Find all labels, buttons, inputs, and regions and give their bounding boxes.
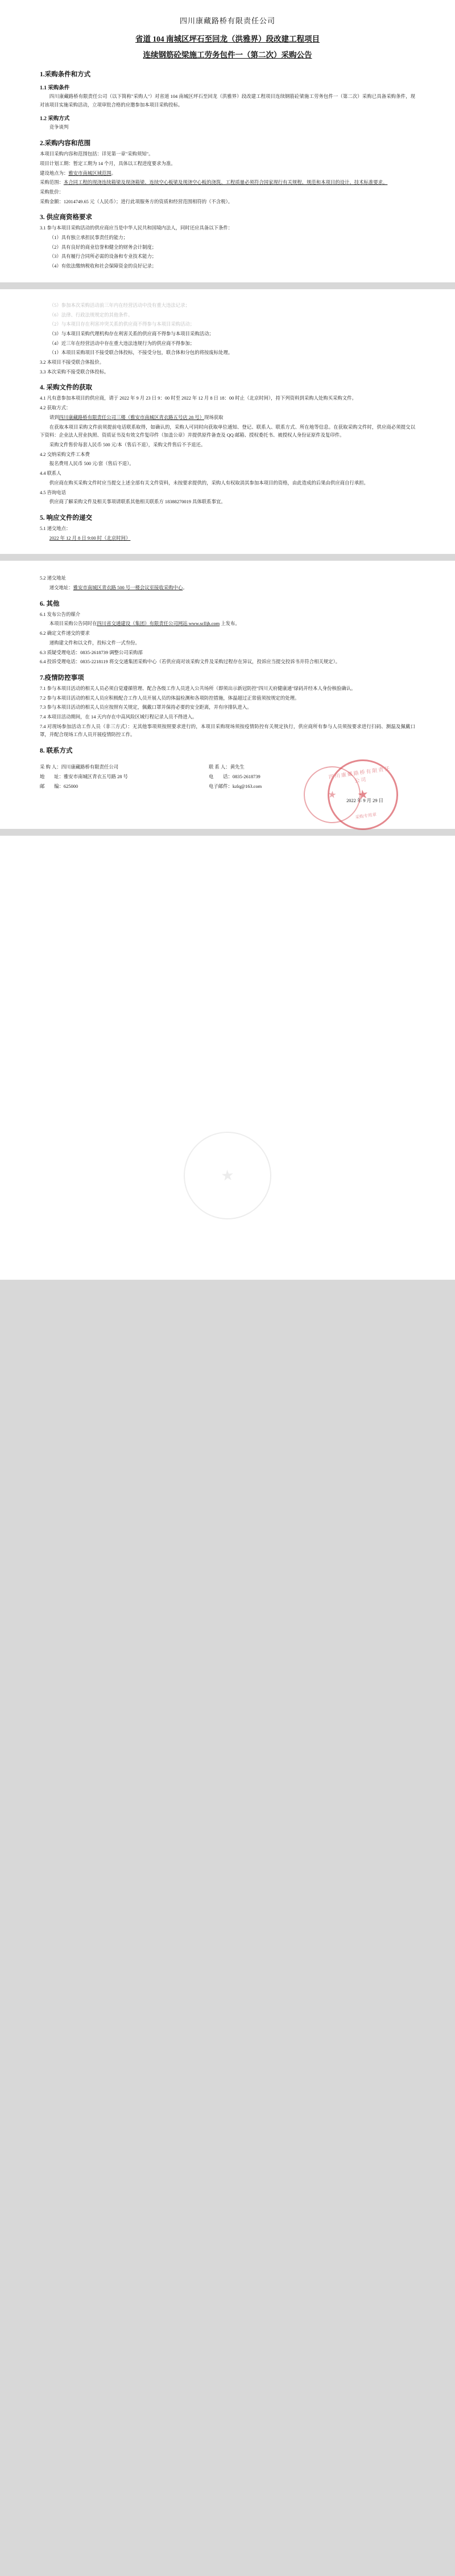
- page-break-3: [0, 829, 455, 836]
- section-4-para-9: 4.5 咨询电话: [40, 490, 67, 495]
- postcode-label: 邮 编：: [40, 783, 64, 789]
- section-4-para-8: 供应商在购买采购文件时应当提交上述全部有关文件资料，未按要求提供的，采购人有权取消其参加本项目的资格，由此造成的后果由供应商自行承担。: [49, 480, 369, 486]
- section-4-para-5: 4.2 交纳采购文件工本费: [40, 451, 90, 457]
- section-6-para-1: 本项目采购公告同时在四川省交通建设（集团）有限责任公司网站 www.sclljh.com 上发布。: [49, 621, 240, 627]
- contact-person-label: 联 系 人：: [209, 765, 230, 770]
- address-value: 雅安市南城区青衣五号路 28 号: [63, 774, 128, 779]
- section-4-para-0: 4.1 凡有意参加本项目的供应商，请于 2022 年 9 月 23 日 9：00 时至 2022 年 12 月 8 日 18：00 时止（北京时间），持下列资料到采购人处购买采购文件。: [40, 396, 357, 401]
- contact-table: [40, 763, 415, 791]
- address-label: 地 址：: [40, 774, 64, 779]
- section-6-para-3: 递购建文件和以文件，投标文件一式叁份。: [49, 640, 140, 646]
- section-2-para-2: 建设地点为：雅安市南城区域范围。: [40, 170, 116, 176]
- section-5-para-3: 递交地址：雅安市南城区青衣路 500 号一楼会议室接收采购中心。: [49, 585, 188, 591]
- section-7-para-2: 7.3 参与本项目活动的相关人员应按照有关规定，佩戴口罩并保持必要的安全距离，并有序排队进入。: [40, 705, 252, 710]
- section-7-para-4: 7.4 对现场参加活动工作人员（非三方式）：无其他事项须按照要求进行的，本项目采购现场须按疫情防控有关规定执行，供应商所有参与人员须按要求进行扫码、测温及佩戴口罩，并配合现场工作人员开展疫情防控工作。: [40, 724, 415, 738]
- section-3-para-1: （1）具有独立承担民事责任的能力；: [49, 235, 128, 241]
- section-3-para-10: （1）本项目采购项目不接受联合体投标，不接受分包，联合体和分包的将按废标处理。: [49, 350, 233, 356]
- watermark-seal-icon: [181, 1129, 274, 1222]
- buyer-label: 采 购 人：: [40, 765, 61, 770]
- seal-purpose-text: 采购专用章: [355, 812, 377, 820]
- section-3-para-3: （3）具有履行合同所必需的设备和专业技术能力；: [49, 254, 157, 260]
- section-5-heading: 5. 响应文件的递交: [40, 514, 92, 521]
- section-7-para-3: 7.4 本项目活动期间，在 14 天内存在中高风险区域行程记录人员不得进入。: [40, 714, 197, 720]
- section-7-para-1: 7.2 参与本项目活动的相关人员应积极配合工作人员开展人员的体温检测和各项防控措施，体温超过正常值须按规定的处理。: [40, 695, 300, 701]
- contact-row-address: [40, 773, 415, 782]
- document-page: [0, 0, 455, 1280]
- section-5-para-2: 5.2 递交地址: [40, 576, 67, 581]
- section-4-para-1: 4.2 获取方式：: [40, 405, 71, 411]
- seal-star-icon: ★: [327, 788, 337, 801]
- contact-row-buyer: [40, 763, 415, 773]
- section-2-para-1: 项目计划工期：暂定工期为 14 个月，具体以工程进度要求为准。: [40, 161, 176, 166]
- section-2-para-0: 本项目采购内容和范围包括：详见第一章"采购须知"。: [40, 151, 154, 157]
- page-break-1: [0, 282, 455, 289]
- contact-block: [40, 763, 415, 820]
- section-6-heading: 6. 其他: [40, 600, 60, 607]
- section-3-para-4: （4）有依法缴纳税收和社会保障资金的良好记录；: [49, 264, 157, 269]
- section-3-heading: 3. 供应商资格要求: [40, 214, 92, 221]
- section-4-para-4: 采购文件售价每套人民币 500 元/本（售后不退），采购文件售后不予退还。: [49, 442, 206, 447]
- section-5-para-1: 2022 年 12 月 8 日 9:00 时（北京时间）: [49, 535, 131, 541]
- contact-row-postcode: [40, 782, 415, 792]
- section-2-para-5: 采购金额：12014749.65 元（人民币）；进行此项服务方的资质和经营范围相符的（不含税）。: [40, 199, 233, 204]
- section-3-para-0: 3.1 参与本项目采购活动的供应商应当是中华人民共和国境内法人，同时还应具备以下条件：: [40, 225, 233, 231]
- email-value: kzlq@163.com: [232, 783, 262, 789]
- section-3-para-7: （2）与本项目存在利害冲突关系的供应商不得参与本项目采购活动；: [49, 322, 195, 327]
- sheet-4-blank: [0, 836, 455, 1280]
- sheet-2: [0, 289, 455, 554]
- phone-value: 0835-2618739: [232, 774, 260, 779]
- section-6-para-0: 6.1 发布公告的媒介: [40, 611, 81, 617]
- postcode-value: 625000: [63, 783, 78, 789]
- section-4-para-7: 4.4 联系人: [40, 471, 61, 476]
- section-7-heading: 7.疫情防控事项: [40, 674, 84, 681]
- section-4-para-2: 请到四川康藏路桥有限责任公司三楼（雅安市南城区青衣路五号店 28 号）现场获取: [49, 414, 224, 420]
- section-3-para-11: 3.2 本项目不接受联合体报价。: [40, 360, 105, 365]
- section-6-para-5: 6.4 投诉受理电话：0835-2218119 将交交通集团采购中心（若供应商对该采购文件及采购过程存在异议，投诉应当提交投诉书并符合相关规定）。: [40, 659, 340, 665]
- section-7-para-0: 7.1 参与本项目活动的相关人员必须自觉遵循管理、配合各级工作人员进入公共场所（即须出示新冠防控"四川天府健康通"绿码并经本人身份核验确认。: [40, 685, 356, 691]
- page-break-2: [0, 554, 455, 561]
- section-1-heading: 1.采购条件和方式: [40, 71, 91, 78]
- company-name: 四川康藏路桥有限责任公司: [179, 17, 275, 25]
- contact-person-value: 黄先生: [230, 765, 245, 770]
- section-1-1-para: 四川康藏路桥有限责任公司（以下简称"采购人"）对省道 104 南城区坪石至回龙（洪雅界）段改建工程项目连续钢筋砼梁施工劳务包件一（第二次）采购已具备采购条件，现对该项目实施采购活动，立项审批合格的应邀参加本项目采购投标。: [40, 94, 415, 108]
- sheet-3: [0, 561, 455, 829]
- section-3-para-2: （2）具有良好的商业信誉和健全的财务会计制度；: [49, 244, 157, 250]
- section-4-para-10: 供应商了解采购文件及相关事项请联系其他相关联系方 18388270019 具体联系事宜。: [49, 499, 226, 505]
- email-label: 电子邮件：: [209, 783, 233, 789]
- section-2-para-3: 采购范围：本合同工程的现浇连续箱梁及现浇箱梁、连续空心板梁及现浇空心板的浇筑、工程质量必须符合国家现行有关规程、规范和本项目的设计、技术标准要求。: [40, 180, 388, 186]
- section-5-para-0: 5.1 递交地点：: [40, 525, 71, 531]
- seal-company-text: 四川康藏路桥有限责任公司: [328, 765, 391, 784]
- section-3-para-9: （4）近三年在经营活动中存在重大违法违规行为的供应商不得参加；: [49, 340, 195, 346]
- issue-date: 2022 年 9 月 29 日: [346, 798, 383, 804]
- section-6-para-4: 6.3 质疑受理电话：0835-2618739 调整公司采购部: [40, 650, 143, 655]
- seal-star-main-icon: ★: [356, 786, 370, 803]
- section-1-1-heading: 1.1 采购条件: [40, 85, 70, 91]
- section-2-para-4: 采购批价：: [40, 189, 64, 195]
- section-2-heading: 2.采购内容和范围: [40, 140, 91, 147]
- document-title-line1: 省道 104 南城区坪石至回龙（洪雅界）段改建工程项目: [135, 35, 320, 43]
- section-1-2-heading: 1.2 采购方式: [40, 116, 70, 122]
- phone-label: 电 话：: [209, 774, 233, 779]
- section-3-para-8: （3）与本项目采购代理机构存在利害关系的供应商不得参与本项目采购活动；: [49, 331, 214, 336]
- section-3-para-5: （5）参加本次采购活动前三年内在经营活动中没有重大违法记录；: [49, 302, 190, 308]
- section-8-heading: 8. 联系方式: [40, 747, 73, 755]
- section-1-2-para: 竞争谈判: [49, 125, 69, 130]
- section-4-heading: 4. 采购文件的获取: [40, 384, 92, 392]
- sheet-1: [0, 0, 455, 282]
- buyer-value: 四川康藏路桥有限责任公司: [61, 765, 119, 770]
- section-4-para-6: 报名费用人民币 500 元/套（售后不退）。: [49, 461, 134, 467]
- document-title-line2: 连续钢筋砼梁施工劳务包件一（第二次）采购公告: [143, 51, 312, 59]
- section-4-para-3: 在获取本项目采购文件前须提前电话联系取得，如确认的，采购人可同时向获取单位通知、登记、联系人、联系方式、所在地等信息。在获取采购文件时，供应商必须提交以下资料：企业法人营业执照、资质证书及有效文件复印件（加盖公章）并提供原件备查及 QQ 邮箱、授权委托书、被授权人身份证原件及复印件。: [40, 424, 415, 438]
- section-3-para-6: （6）法律、行政法规规定的其他条件。: [49, 312, 133, 318]
- watermark-star-icon: ★: [220, 1166, 235, 1185]
- section-6-para-2: 6.2 确定文件递交的要求: [40, 631, 90, 636]
- section-3-para-12: 3.3 本次采购不接受联合体投标。: [40, 369, 109, 375]
